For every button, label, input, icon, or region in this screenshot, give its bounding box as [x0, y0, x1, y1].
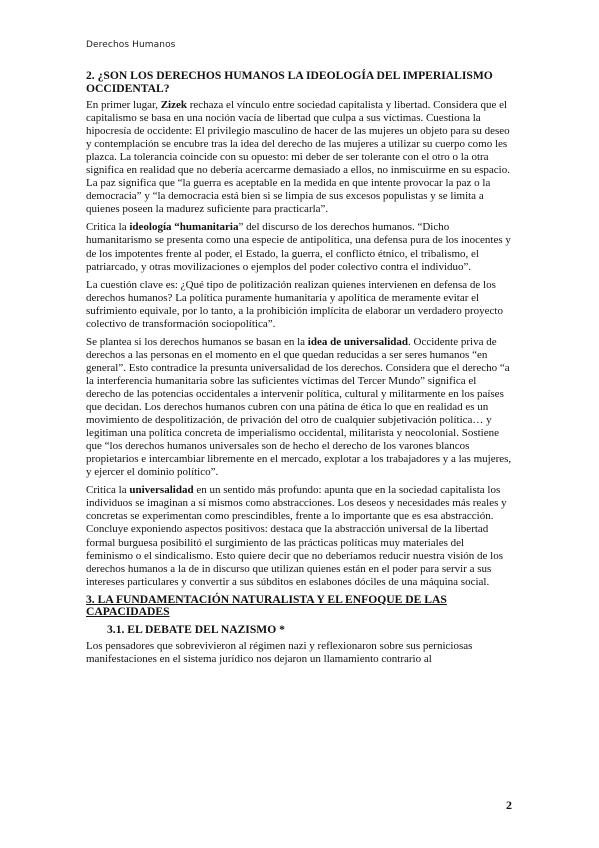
page-content	[86, 70, 512, 671]
paragraph-text: Se plantea si los derechos humanos se basan en la	[86, 335, 308, 348]
paragraph-text: Critica la	[86, 484, 130, 497]
paragraph-text: rechaza el vínculo entre sociedad capitalista y libertad. Considera que el capitalismo se basa en una noción vacía de libertad que culpa a sus víctimas. Cuestiona la hipocresía de occidente: El privilegio masculino de hacer de las mujeres un objeto para su deseo y contemplación se encubre tras la idea del derecho de las mujeres a utilizar su cuerpo como les plazca. La tolerancia coincide con su opuesto: mi deber de ser tolerante con el otro o la otra significa en realidad que no debería acercarme demasiado a ellos, no inmiscuirme en su espacio. La paz significa que “la guerra es aceptable en la medida en que intente provocar la paz o la democracia” y “la democracia está bien si se limpia de sus excesos populistas y se limita a quienes poseen la madurez suficiente para practicarla”.	[86, 99, 510, 216]
paragraph-text: En primer lugar,	[86, 99, 161, 111]
running-header: Derechos Humanos	[86, 40, 176, 50]
section-3-title: 3. LA FUNDAMENTACIÓN NATURALISTA Y EL ENFOQUE DE LAS CAPACIDADES	[86, 592, 447, 619]
paragraph-text: ” del discurso de los derechos humanos. “Dicho humanitarismo se presenta como una especie de antipolítica, una defensa pura de los inocentes y de los impotentes frente al poder, el Estado, la guerra, el conflicto étnico, el tribalismo, el patriarcado, y otras movilizaciones o ejemplos del poder colectivo contra el individuo”.	[86, 221, 511, 273]
paragraph-nazism: Los pensadores que sobrevivieron al régimen nazi y reflexionaron sobre sus perniciosas manifestaciones en el sistema jurídico nos dejaron un llamamiento contrario al	[86, 639, 473, 665]
paragraph-text: Critica la	[86, 221, 130, 234]
bold-term: idea de universalidad	[307, 335, 409, 348]
paragraph-text: en un sentido más profundo: apunta que en la sociedad capitalista los individuos se imaginan a sí mismos como abstracciones. Los deseos y necesidades más reales y concretas se experimentan como prescindibles, frente a lo importante que es esa abstracción. Concluye exponiendo aspectos positivos: destaca que la abstracción universal de la libertad formal burguesa posibilitó el surgimiento de las prácticas políticas muy materiales del feminismo o el sindicalismo. Esto quiere decir que no deberíamos reducir nuestra visión de los derechos humanos a la de in discurso que utilizan quienes están en el poder para servir a sus intereses particulares y convertir a sus súbditos en eslabones dóciles de una máquina social.	[86, 484, 507, 588]
paragraph-ideology	[86, 221, 512, 273]
bold-term: universalidad	[129, 484, 194, 497]
paragraph-text: . Occidente priva de derechos a las personas en el momento en el que quedan reducidas a ser seres humanos “en general”. Esto contradice la presunta universalidad de los derechos. Considera que el derecho “a la interferencia humanitaria sobre las suficientes víctimas del Tercer Mundo” significa el derecho de las potencias occidentales a intervenir política, cultural y militarmente en los países que decidan. Los derechos humanos cubren con una pátina de ética lo que en realidad es un movimiento de despolitización, de privación del otro de cualquier subjetivación política… y legitiman una política concreta de imperialismo occidental, militarista y neocolonial. Sostiene que “los derechos humanos universales son de hecho el derecho de los varones blancos propietarios e intercambiar libremente en el mercado, explotar a los trabajadores y a las mujeres, y ejercer el dominio político”.	[86, 335, 512, 479]
paragraph-key-question: La cuestión clave es: ¿Qué tipo de politización realizan quienes intervienen en defensa de los derechos humanos? La política puramente humanitaria y apolítica de meramente evitar el sufrimiento equivale, por lo tanto, a la prohibición implícita de elaborar un verdadero proyecto colectivo de transformación sociopolítica”.	[86, 278, 503, 330]
page-number: 2	[506, 798, 512, 812]
section-3-1-title: 3.1. EL DEBATE DEL NAZISMO *	[107, 622, 285, 636]
paragraph-abstraction	[86, 484, 512, 588]
paragraph-universality	[86, 336, 512, 480]
section-2-title: 2. ¿SON LOS DERECHOS HUMANOS LA IDEOLOGÍA DEL IMPERIALISMO OCCIDENTAL?	[86, 69, 493, 95]
paragraph-zizek	[86, 99, 512, 216]
bold-term: Zizek	[160, 99, 187, 111]
bold-term: ideología “humanitaria	[129, 221, 239, 234]
